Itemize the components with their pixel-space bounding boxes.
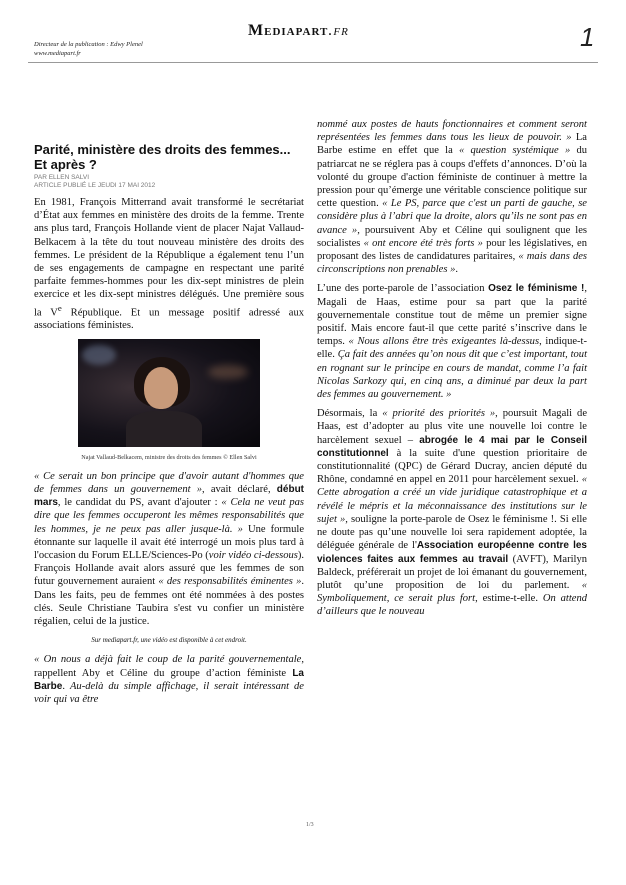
page-number: 1	[580, 22, 595, 52]
article-photo	[78, 339, 260, 447]
photo-caption: Najat Vallaud-Belkacem, ministre des droits des femmes © Ellen Salvi	[81, 453, 257, 461]
page-footer: 1/3	[306, 822, 314, 828]
paragraph: « Ce serait un bon principe que d'avoir autant d'hommes que de femmes dans un gouvernement », avait déclaré, début mars, le candidat du PS, avant d'ajouter : « Cela ne veut pas dire que les femmes occuperont les mêmes responsabilités que les hommes, je ne peux pas aller jusque-là. » Une formule étonnante sur laquelle il avait été interrogé un mois plus tard à l'occasion du Forum ELLE/Sciences-Po (voir vidéo ci-dessous). François Hollande avait alors assuré que les femmes de son futur gouvernement auraient « des responsabilités éminentes ». Dans les faits, peu de femmes ont été nommées à des postes clés. Seule Christiane Taubira s'est vu confier un ministère régalien, celui de la justice.	[34, 470, 305, 627]
header-divider	[28, 62, 598, 63]
paragraph: Désormais, la « priorité des priorités », poursuit Magali de Haas, est d’adopter au plus vite une nouvelle loi contre le harcèlement sexuel – abrogée le 4 mai par le Conseil constitutionnel à la suite d'une question prioritaire de constitutionnalité (QPC) de Gérard Ducray, ancien député du Rhône, condamné en appel en 2011 pour harcèlement sexuel. « Cette abrogation a créé un vide juridique catastrophique et a révélé le mépris et la méconnaissance des institutions sur le sujet », souligne la porte-parole de Osez le féminisme !. Si elle ne doute pas qu’une nouvelle loi sera rapidement adoptée, la déléguée générale de l'Association européenne contre les violences faites aux femmes au travail (AVFT), Marilyn Baldeck, préférerait un projet de loi émanant du gouvernement, plutôt qu’une proposition de loi du parlement. « Symboliquement, ce serait plus fort, estime-t-elle. On attend d’ailleurs que le nouveau	[317, 408, 587, 618]
director-line: Directeur de la publication : Edwy Plenel	[34, 41, 143, 48]
mediapart-logo: Mediapart.fr	[248, 22, 349, 39]
publication-info	[34, 40, 143, 58]
right-column	[317, 118, 587, 625]
link-debut-mars[interactable]: début mars	[34, 483, 305, 509]
paragraph: nommé aux postes de hauts fonctionnaires et comment seront représentées les femmes dans tous les lieux de pouvoir. » La Barbe estime en effet que la « question systémique » du patriarcat ne se réglera pas à coups d'effets d’annonces. D’où la volonté du groupe d'action féministe de continuer à mettre la pression pour qu’émerge une véritable conscience politique sur cette question. « Le PS, parce que c'est un parti de gauche, se considère plus à l’abri que la droite, alors qu’ils ne sont pas en avance », poursuivent Aby et Céline qui soulignent que les socialistes « ont encore été très forts » pour les législatives, en proposant des listes de candidatures paritaires, « mais dans des circonscriptions non prenables ».	[317, 119, 588, 276]
author: PAR ELLEN SALVI	[34, 174, 90, 181]
publish-date: ARTICLE PUBLIÉ LE JEUDI 17 MAI 2012	[34, 182, 156, 189]
link-la-barbe[interactable]: La Barbe	[34, 667, 304, 692]
website-line: www.mediapart.fr	[34, 50, 81, 57]
link-avft[interactable]: Association européenne contre les violences faites aux femmes au travail	[317, 540, 587, 565]
link-osez-le-feminisme[interactable]: Osez le féminisme !	[488, 283, 585, 295]
left-column	[34, 142, 304, 712]
article-title: Parité, ministère des droits des femmes... Et après ?	[34, 142, 291, 172]
paragraph: En 1981, François Mitterrand avait transformé le secrétariat d’État aux femmes en ministère des droits de la femme. Trente ans plus tard, François Hollande vient de placer Najat Vallaud-Belkacem à la tête du tout nouveau ministère des droits des femmes. Le président de la République a également tenu l’un de ses engagements de campagne en respectant une parité parfaite femmes-hommes pour les dix-sept ministres de plein exercice et les dix-sept ministres délégués. Une première sous la Ve République. Et un message positif adressé aux associations féministes.	[34, 197, 304, 332]
byline	[34, 174, 304, 190]
link-abrogee[interactable]: abrogée le 4 mai par le Conseil constitutionnel	[317, 434, 587, 459]
video-note: Sur mediapart.fr, une vidéo est disponible à cet endroit.	[91, 636, 247, 645]
paragraph: L’une des porte-parole de l’association Osez le féminisme !, Magali de Haas, estime pour sa part que la parité gouvernementale constitue tout de même un premier signe positif. Mais encore faut-il que cette parité s’inscrive dans le temps. « Nous allons être très exigeantes là-dessus, indique-t-elle. Ça fait des années qu’on nous dit que c’est important, tout en rognant sur le principe en cours de mandat, comme l’a fait Nicolas Sarkozy qui, en cinq ans, a diminué par deux la part des femmes au gouvernement. »	[317, 283, 588, 401]
paragraph: « On nous a déjà fait le coup de la parité gouvernementale, rappellent Aby et Céline du groupe d’action féministe La Barbe. Au-delà du simple affichage, il serait intéressant de voir qui va être	[34, 654, 304, 705]
